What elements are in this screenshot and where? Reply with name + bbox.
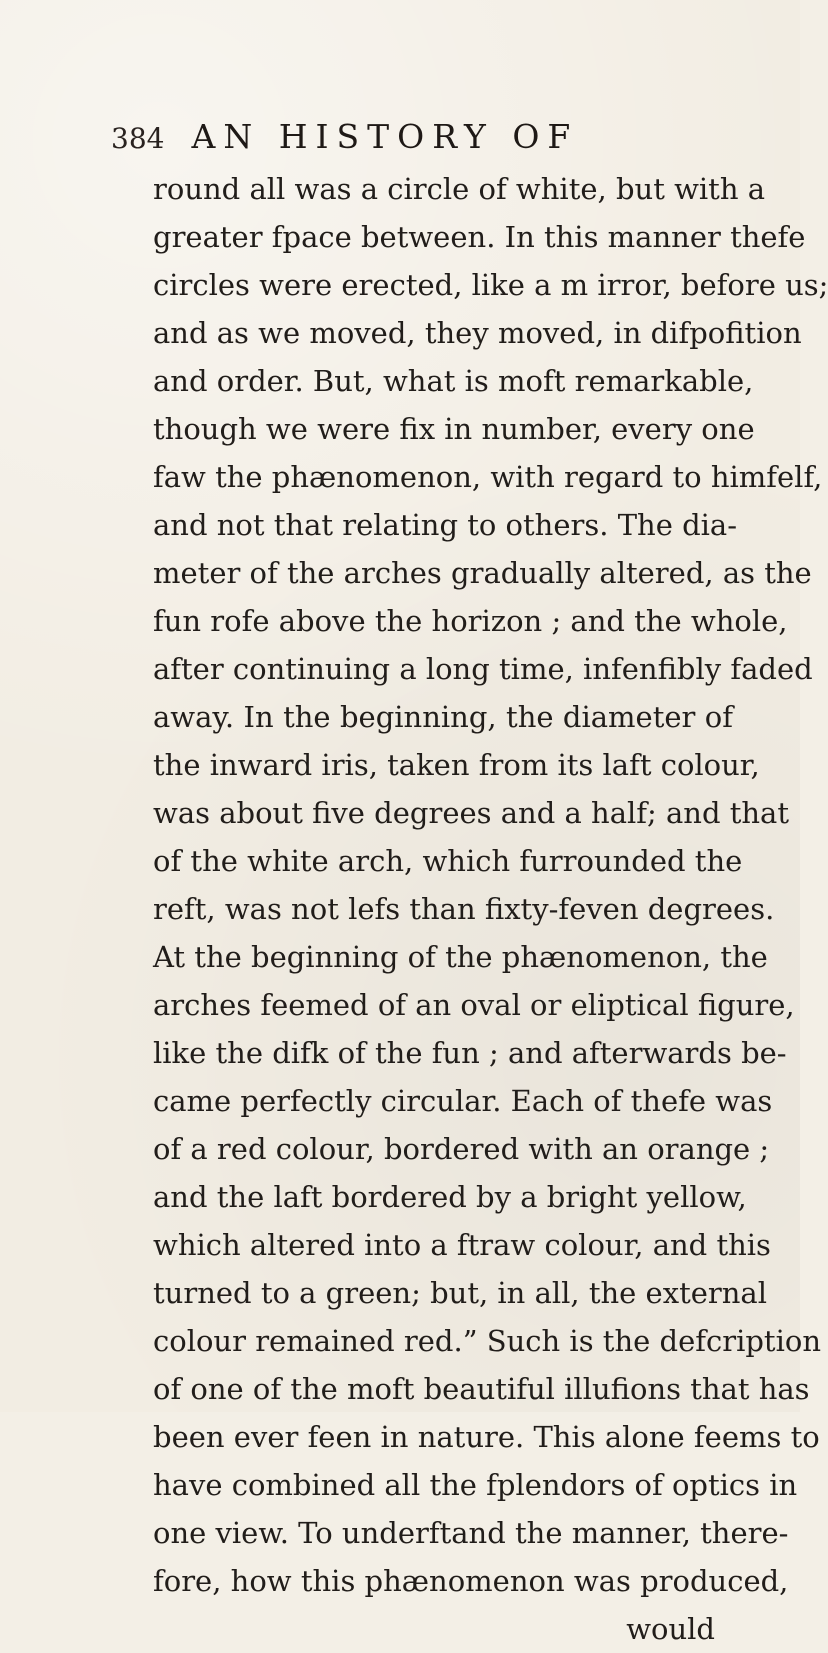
text-line: and order. But, what is moft remarkable, [153,364,754,398]
text-line: reft, was not lefs than fixty-feven degrees. [153,892,775,926]
text-line: fore, how this phænomenon was produced, [153,1564,789,1598]
running-head: AN HISTORY OF [191,117,579,156]
text-line: and the laft bordered by a bright yellow, [153,1180,747,1214]
text-line: of one of the moft beautiful illufions that has [153,1372,810,1406]
text-line: been ever feen in nature. This alone feems to [153,1420,820,1454]
text-line: greater fpace between. In this manner thefe [153,220,806,254]
text-line: of the white arch, which furrounded the [153,844,743,878]
text-line: was about five degrees and a half; and that [153,796,790,830]
text-line: faw the phænomenon, with regard to himfelf, [153,460,823,494]
page-number: 384 [111,122,165,155]
page-header [111,117,731,157]
text-line: of a red colour, bordered with an orange ; [153,1132,770,1166]
text-line: came perfectly circular. Each of thefe was [153,1084,773,1118]
body-text [153,165,828,1646]
text-line: and not that relating to others. The dia- [153,508,738,542]
text-line: round all was a circle of white, but with a [153,172,766,206]
text-line: meter of the arches gradually altered, as the [153,556,812,590]
text-line: arches feemed of an oval or eliptical figure, [153,988,795,1022]
catchword: would [626,1612,715,1646]
text-line: one view. To underftand the manner, there- [153,1516,789,1550]
text-line: like the difk of the fun ; and afterwards be- [153,1036,787,1070]
text-line: At the beginning of the phænomenon, the [153,940,768,974]
text-line: which altered into a ftraw colour, and this [153,1228,771,1262]
text-line: though we were fix in number, every one [153,412,755,446]
text-line: away. In the beginning, the diameter of [153,700,733,734]
text-line: circles were erected, like a m irror, before us; [153,268,828,302]
text-line: and as we moved, they moved, in difpofition [153,316,802,350]
text-line: fun rofe above the horizon ; and the whole, [153,604,788,638]
text-line: have combined all the fplendors of optics in [153,1468,798,1502]
text-line: turned to a green; but, in all, the external [153,1276,767,1310]
text-line: colour remained red.” Such is the defcription [153,1324,821,1358]
text-line: the inward iris, taken from its laft colour, [153,748,760,782]
text-line: after continuing a long time, infenfibly faded [153,652,813,686]
